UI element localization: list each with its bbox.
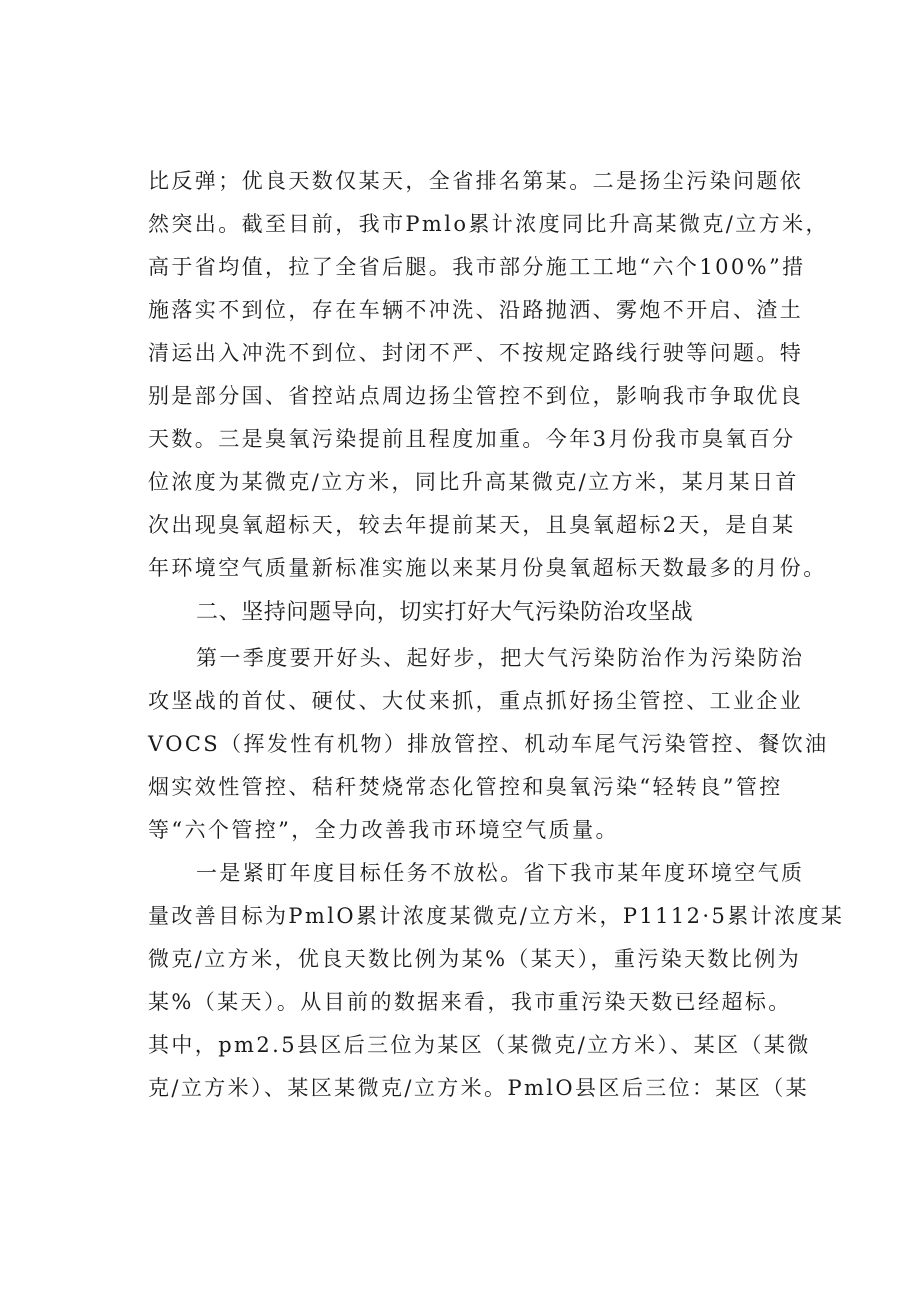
paragraph-line: 年环境空气质量新标准实施以来某月份臭氧超标天数最多的月份。	[148, 556, 827, 580]
paragraph-line: 施落实不到位，存在车辆不冲洗、沿路抛洒、雾炮不开启、渣土	[148, 298, 804, 322]
paragraph-line: 克/立方米）、某区某微克/立方米。PmlO县区后三位：某区（某	[148, 1076, 810, 1100]
paragraph-line: 高于省均值，拉了全省后腿。我市部分施工工地“六个100%”措	[148, 255, 806, 279]
paragraph-line: VOCS（挥发性有机物）排放管控、机动车尾气污染管控、餐饮油	[148, 732, 829, 756]
paragraph-line: 烟实效性管控、秸秆焚烧常态化管控和臭氧污染“轻转良”管控	[148, 775, 783, 799]
paragraph-line: 天数。三是臭氧污染提前且程度加重。今年3月份我市臭氧百分	[148, 427, 796, 451]
paragraph-line: 第一季度要开好头、起好步，把大气污染防治作为污染防治	[196, 646, 805, 670]
paragraph-line: 攻坚战的首仗、硬仗、大仗来抓，重点抓好扬尘管控、工业企业	[148, 689, 804, 713]
paragraph-line: 一是紧盯年度目标任务不放松。省下我市某年度环境空气质	[196, 861, 805, 885]
paragraph-line: 然突出。截至目前，我市Pmlo累计浓度同比升高某微克/立方米，	[148, 212, 829, 236]
paragraph-line: 位浓度为某微克/立方米，同比升高某微克/立方米，某月某日首	[148, 470, 799, 494]
paragraph-line: 别是部分国、省控站点周边扬尘管控不到位，影响我市争取优良	[148, 384, 804, 408]
section-heading: 二、坚持问题导向，切实打好大气污染防治攻坚战	[196, 600, 694, 625]
paragraph-line: 比反弹；优良天数仅某天，全省排名第某。二是扬尘污染问题依	[148, 169, 804, 193]
paragraph-line: 清运出入冲洗不到位、封闭不严、不按规定路线行驶等问题。特	[148, 341, 804, 365]
paragraph-line: 量改善目标为PmlO累计浓度某微克/立方米，P1112·5累计浓度某	[148, 904, 845, 928]
paragraph-line: 微克/立方米，优良天数比例为某%（某天），重污染天数比例为	[148, 947, 802, 971]
paragraph-line: 其中，pm2.5县区后三位为某区（某微克/立方米）、某区（某微	[148, 1033, 811, 1057]
paragraph-line: 某%（某天）。从目前的数据来看，我市重污染天数已经超标。	[148, 990, 792, 1014]
paragraph-line: 等“六个管控”，全力改善我市环境空气质量。	[148, 818, 619, 842]
paragraph-line: 次出现臭氧超标天，较去年提前某天，且臭氧超标2天，是自某	[148, 513, 796, 537]
